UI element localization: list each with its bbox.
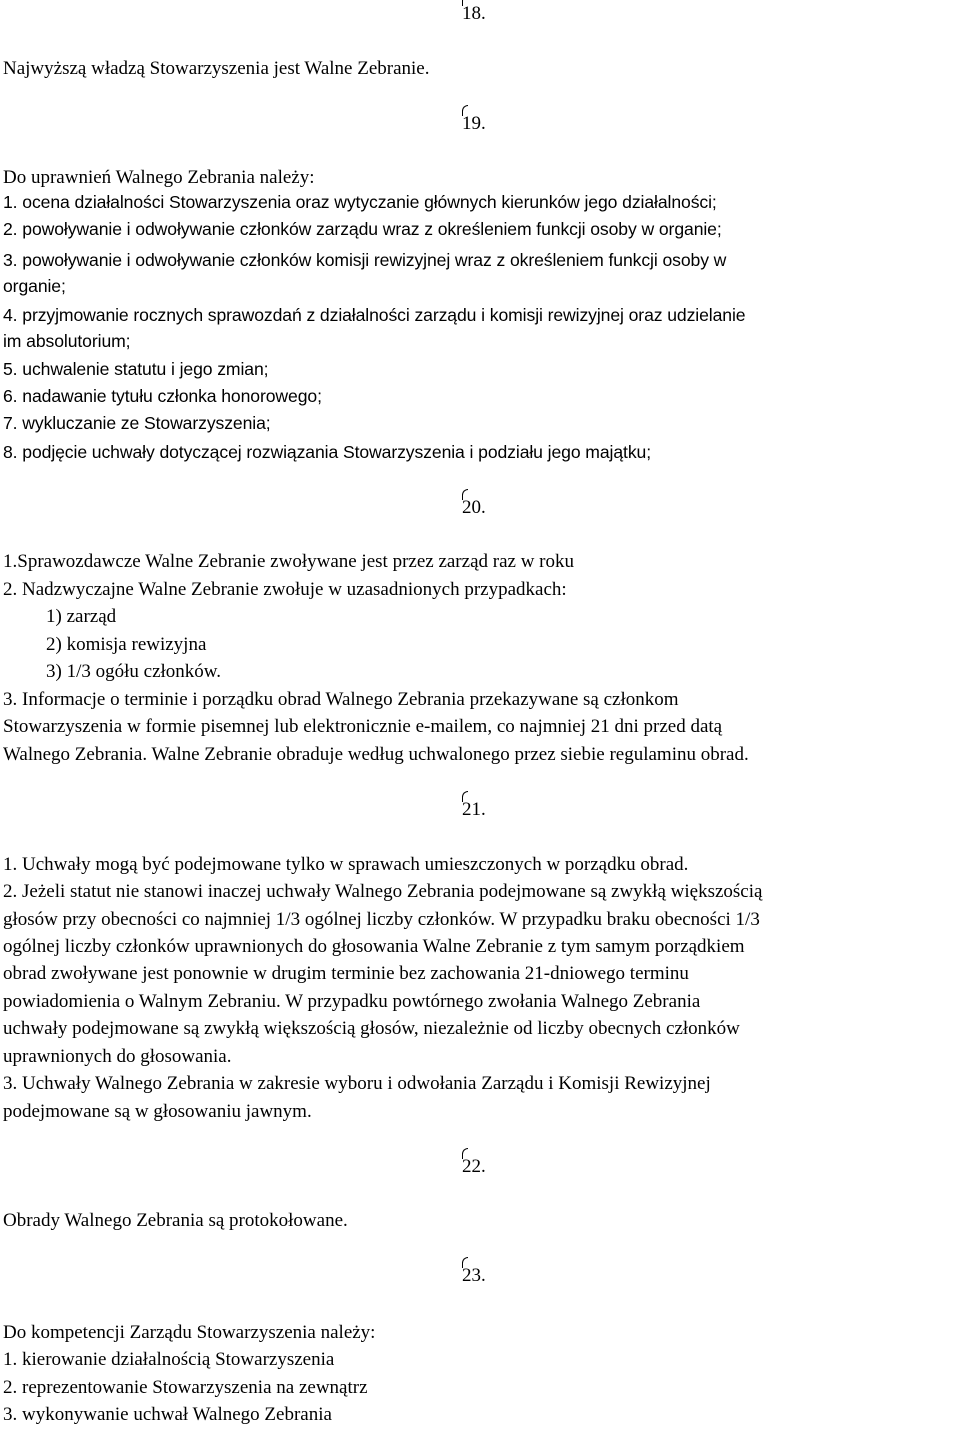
section-19-line: 3. powoływanie i odwoływanie członków komisji rewizyjnej wraz z określeniem funkcji osoby w [3, 250, 727, 270]
section-22-heading: 22. [462, 1156, 486, 1177]
section-20-line: 2. Nadzwyczajne Walne Zebranie zwołuje w uzasadnionych przypadkach: [3, 579, 567, 600]
section-23-line: 3. wykonywanie uchwał Walnego Zebrania [3, 1404, 332, 1425]
section-21-line: ogólnej liczby członków uprawnionych do głosowania Walne Zebranie z tym samym porządkiem [3, 936, 745, 957]
section-20-subitem: 2) komisja rewizyjna [46, 634, 207, 655]
section-20-line: 3. Informacje o terminie i porządku obrad Walnego Zebrania przekazywane są członkom [3, 689, 679, 710]
section-19-heading: 19. [462, 113, 486, 134]
section-23-line: 1. kierowanie działalnością Stowarzyszenia [3, 1349, 335, 1370]
section-19-line: 7. wykluczanie ze Stowarzyszenia; [3, 413, 271, 433]
section-21-line: uchwały podejmowane są zwykłą większością głosów, niezależnie od liczby obecnych członków [3, 1018, 740, 1039]
section-21-line: powiadomienia o Walnym Zebraniu. W przypadku powtórnego zwołania Walnego Zebrania [3, 991, 701, 1012]
section-19-line: 2. powoływanie i odwoływanie członków zarządu wraz z określeniem funkcji osoby w organie; [3, 219, 722, 239]
section-21-heading: 21. [462, 799, 486, 820]
section-20-heading: 20. [462, 497, 486, 518]
section-21-line: głosów przy obecności co najmniej 1/3 ogólnej liczby członków. W przypadku braku obecności 1/3 [3, 909, 760, 930]
section-19-line: 8. podjęcie uchwały dotyczącej rozwiązania Stowarzyszenia i podziału jego majątku; [3, 442, 652, 462]
section-19-line: 1. ocena działalności Stowarzyszenia oraz wytyczanie głównych kierunków jego działalności; [3, 192, 717, 212]
section-23-heading: 23. [462, 1265, 486, 1286]
section-23-line: 2. reprezentowanie Stowarzyszenia na zewnątrz [3, 1377, 368, 1398]
section-19-intro: Do uprawnień Walnego Zebrania należy: [3, 167, 315, 188]
section-20-subitem: 1) zarząd [46, 606, 117, 627]
section-21-line: uprawnionych do głosowania. [3, 1046, 232, 1067]
section-20-line: Walnego Zebrania. Walne Zebranie obraduje według uchwalonego przez siebie regulaminu obrad. [3, 744, 749, 765]
section-19-line: organie; [3, 276, 66, 296]
section-19-line: im absolutorium; [3, 331, 131, 351]
section-20-subitem: 3) 1/3 ogółu członków. [46, 661, 222, 682]
section-23-intro: Do kompetencji Zarządu Stowarzyszenia należy: [3, 1322, 376, 1343]
section-20-line: 1.Sprawozdawcze Walne Zebranie zwoływane jest przez zarząd raz w roku [3, 551, 574, 572]
section-19-line: 6. nadawanie tytułu członka honorowego; [3, 386, 322, 406]
section-19-line: 4. przyjmowanie rocznych sprawozdań z działalności zarządu i komisji rewizyjnej oraz udzielanie [3, 305, 746, 325]
section-21-line: 2. Jeżeli statut nie stanowi inaczej uchwały Walnego Zebrania podejmowane są zwykłą większością [3, 881, 763, 902]
section-22-text: Obrady Walnego Zebrania są protokołowane. [3, 1210, 348, 1231]
section-18-text: Najwyższą władzą Stowarzyszenia jest Walne Zebranie. [3, 58, 430, 79]
section-21-line: 3. Uchwały Walnego Zebrania w zakresie wyboru i odwołania Zarządu i Komisji Rewizyjnej [3, 1073, 711, 1094]
section-19-line: 5. uchwalenie statutu i jego zmian; [3, 359, 269, 379]
section-20-line: Stowarzyszenia w formie pisemnej lub elektronicznie e-mailem, co najmniej 21 dni przed datą [3, 716, 723, 737]
section-21-line: 1. Uchwały mogą być podejmowane tylko w sprawach umieszczonych w porządku obrad. [3, 854, 689, 875]
section-18-heading: 18. [462, 3, 486, 24]
section-21-line: podejmowane są w głosowaniu jawnym. [3, 1101, 312, 1122]
section-21-line: obrad zwoływane jest ponownie w drugim terminie bez zachowania 21-dniowego terminu [3, 963, 689, 984]
